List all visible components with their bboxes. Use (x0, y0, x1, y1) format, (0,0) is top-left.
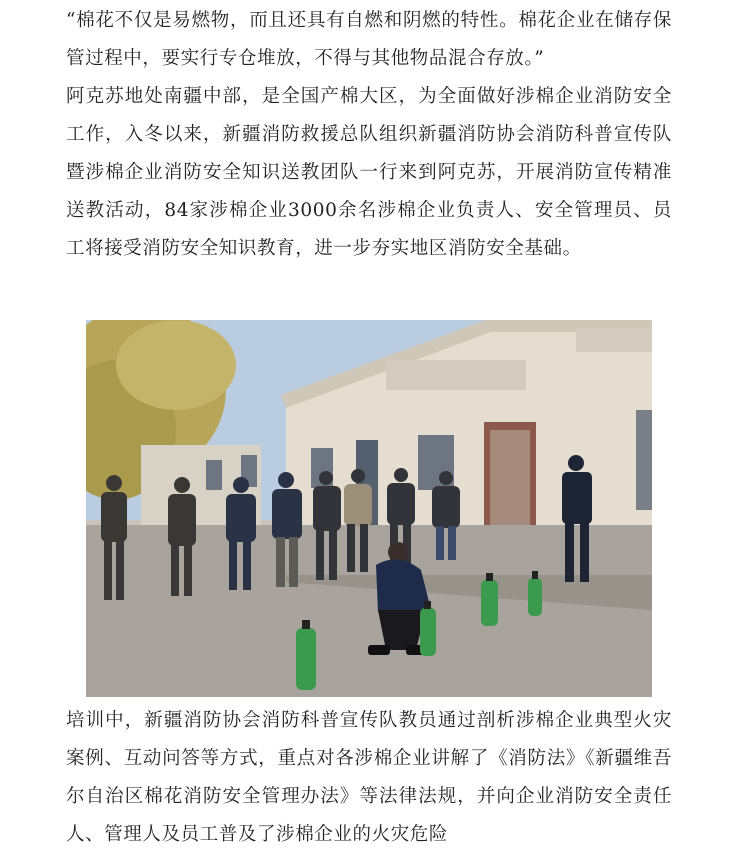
fire-extinguisher-icon (528, 578, 542, 616)
fire-extinguisher-icon (481, 580, 498, 626)
article-paragraph-intro: 阿克苏地处南疆中部，是全国产棉大区，为全面做好涉棉企业消防安全工作，入冬以来，新疆消防救援总队组织新疆消防协会消防科普宣传队暨涉棉企业消防安全知识送教团队一行来到阿克苏，开展消防宣传精准送教活动，84家涉棉企业3000余名涉棉企业负责人、安全管理员、员工将接受消防安全知识教育，进一步夯实地区消防安全基础。 (66, 86, 672, 259)
training-photo (86, 320, 652, 697)
article-paragraph-training: 培训中，新疆消防协会消防科普宣传队教员通过剖析涉棉企业典型火灾案例、互动问答等方式，重点对各涉棉企业讲解了《消防法》《新疆维吾尔自治区棉花消防安全管理办法》等法律法规，并向企业消防安全责任人、管理人及员工普及了涉棉企业的火灾危险 (66, 710, 672, 845)
fire-extinguisher-icon (296, 628, 316, 690)
fire-extinguisher-icon (420, 608, 436, 656)
article-paragraph-quote: “棉花不仅是易燃物，而且还具有自燃和阴燃的特性。棉花企业在储存保管过程中，要实行专仓堆放，不得与其他物品混合存放。” (66, 10, 672, 69)
